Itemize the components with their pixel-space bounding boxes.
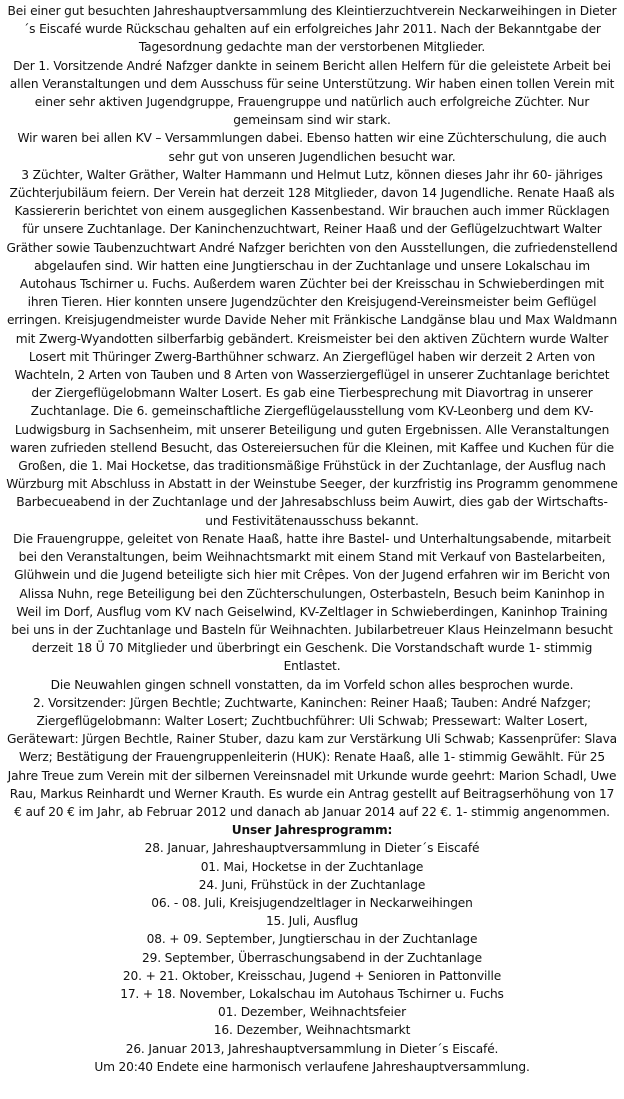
program-item: 28. Januar, Jahreshauptversammlung in Dieter´s Eiscafé bbox=[144, 841, 480, 856]
paragraph-district-meetings: Wir waren bei allen KV – Versammlungen dabei. Ebenso hatten wir eine Züchterschulung, die auch sehr gut von unseren Jugendlichen besucht war. bbox=[17, 131, 607, 164]
article bbox=[6, 0, 618, 1076]
program-item: 01. Mai, Hocketse in der Zuchtanlage bbox=[200, 859, 424, 874]
program-item: 08. + 09. September, Jungtierschau in der Zuchtanlage bbox=[146, 932, 478, 947]
paragraph-chairman-report: Der 1. Vorsitzende André Nafzger dankte in seinem Bericht allen Helfern für die geleistete Arbeit bei allen Veranstaltungen und dem Ausschuss für seine Unterstützung. Wir haben einen tollen Verein mit einer sehr aktiven Jugendgruppe, Frauengruppe und natürlich auch erfolgreiche Züchter. Nur gemeinsam sind wir stark. bbox=[9, 58, 615, 128]
program-item: 26. Januar 2013, Jahreshauptversammlung in Dieter´s Eiscafé. bbox=[125, 1041, 499, 1056]
closing-line: Um 20:40 Endete eine harmonisch verlaufene Jahreshauptversammlung. bbox=[94, 1059, 530, 1074]
program-heading: Unser Jahresprogramm: bbox=[231, 823, 393, 838]
paragraph-elections-results: 2. Vorsitzender: Jürgen Bechtle; Zuchtwarte, Kaninchen: Reiner Haaß; Tauben: André Nafzger; Ziergeflügelobmann: Walter Losert; Zuchtbuchführer: Uli Schwab; Pressewart: Walter Losert, Gerätewart: Jürgen Bechtle, Rainer Stuber, dazu kam zur Verstärkung Uli Schwab; Kassenprüfer: Slava Werz; Bestätigung der Frauengruppenleiterin (HUK): Renate Haaß, alle 1- stimmig Gewählt. Für 25 Jahre Treue zum Verein mit der silbernen Vereinsnadel mit Urkunde wurde geehrt: Marion Schadl, Uwe Rau, Markus Reinhardt und Werner Krauth. Es wurde ein Antrag gestellt auf Beitragserhöhung von 17 € auf 20 € im Jahr, ab Februar 2012 und danach ab Januar 2014 auf 22 €. 1- stimmig angenommen. bbox=[7, 695, 617, 819]
paragraph-womens-group-and-youth: Die Frauengruppe, geleitet von Renate Haaß, hatte ihre Bastel- und Unterhaltungsabende, mitarbeit bei den Veranstaltungen, beim Weihnachtsmarkt mit einem Stand mit Verkauf von Bastelarbeiten, Glühwein und die Jugend beteiligte sich hier mit Crêpes. Von der Jugend erfahren wir im Bericht von Alissa Nuhn, rege Beteiligung bei den Züchterschulungen, Osterbasteln, Besuch beim Kaninhop in Weil im Dorf, Ausflug vom KV nach Geiselwind, KV-Zeltlager in Schwieberdingen, Kaninhop Training bei uns in der Zuchtanlage und Basteln für Weihnachten. Jubilarbetreuer Klaus Heinzelmann besucht derzeit 18 Ü 70 Mitglieder und überbringt ein Geschenk. Die Vorstandschaft wurde 1- stimmig Entlastet. bbox=[11, 531, 613, 674]
program-item: 20. + 21. Oktober, Kreisschau, Jugend + Senioren in Pattonville bbox=[122, 968, 502, 983]
paragraph-intro: Bei einer gut besuchten Jahreshauptversammlung des Kleintierzuchtverein Neckarweihingen in Dieter´s Eiscafé wurde Rückschau gehalten auf ein erfolgreiches Jahr 2011. Nach der Bekanntgabe der Tagesordnung gedachte man der verstorbenen Mitglieder. bbox=[7, 4, 617, 55]
program-item: 06. - 08. Juli, Kreisjugendzeltlager in Neckarweihingen bbox=[151, 895, 473, 910]
paragraph-elections-intro: Die Neuwahlen gingen schnell vonstatten, da im Vorfeld schon alles besprochen wurde. bbox=[50, 677, 574, 692]
program-item: 17. + 18. November, Lokalschau im Autohaus Tschirner u. Fuchs bbox=[120, 986, 504, 1001]
program-item: 16. Dezember, Weihnachtsmarkt bbox=[213, 1023, 411, 1038]
program-item: 15. Juli, Ausflug bbox=[265, 914, 359, 929]
program-item: 29. September, Überraschungsabend in der Zuchtanlage bbox=[141, 950, 482, 965]
program-item: 01. Dezember, Weihnachtsfeier bbox=[218, 1005, 406, 1020]
paragraph-breeders-and-events: 3 Züchter, Walter Gräther, Walter Hammann und Helmut Lutz, können dieses Jahr ihr 60- jähriges Züchterjubiläum feiern. Der Verein hat derzeit 128 Mitglieder, davon 14 Jugendliche. Renate Haaß als Kassiererin berichtet von einem ausgeglichen Kassenbestand. Wir brauchen auch immer Rücklagen für unsere Zuchtanlage. Der Kaninchenzuchtwart, Reiner Haaß und der Geflügelzuchtwart Walter Gräther sowie Taubenzuchtwart André Nafzger berichten von den Ausstellungen, die zufriedenstellend abgelaufen sind. Wir hatten eine Jungtierschau in der Zuchtanlage und unsere Lokalschau im Autohaus Tschirner u. Fuchs. Außerdem waren Züchter bei der Kreisschau in Schwieberdingen mit ihren Tieren. Hier konnten unsere Jugendzüchter den Kreisjugend-Vereinsmeister beim Geflügel erringen. Kreisjugendmeister wurde Davide Neher mit Fränkische Landgänse blau und Max Waldmann mit Zwerg-Wyandotten silberfarbig gebändert. Kreismeister bei den aktiven Züchtern wurde Walter Losert mit Thüringer Zwerg-Barthühner schwarz. An Ziergeflügel haben wir derzeit 2 Arten von Wachteln, 2 Arten von Tauben und 8 Arten von Wasserziergeflügel in unserer Zuchtanlage berichtet der Ziergeflügelobmann Walter Losert. Es gab eine Tierbesprechung mit Diavortrag in unserer Zuchtanlage. Die 6. gemeinschaftliche Ziergeflügelausstellung vom KV-Leonberg und dem KV-Ludwigsburg in Sachsenheim, mit unserer Beteiligung und guten Ergebnissen. Alle Veranstaltungen waren zufrieden stellend Besucht, das Ostereiersuchen für die Kleinen, mit Kaffee und Kuchen für die Großen, die 1. Mai Hocketse, das traditionsmäßige Frühstück in der Zuchtanlage, der Ausflug nach Würzburg mit Abschluss in Abstatt in der Weinstube Seeger, der kurzfristig ins Programm genommene Barbecueabend in der Zuchtanlage und der Jahresabschluss beim Auwirt, dies gab der Wirtschafts- und Festivitätenausschuss bekannt. bbox=[6, 167, 618, 528]
program-item: 24. Juni, Frühstück in der Zuchtanlage bbox=[198, 877, 426, 892]
program-list bbox=[6, 839, 618, 1057]
